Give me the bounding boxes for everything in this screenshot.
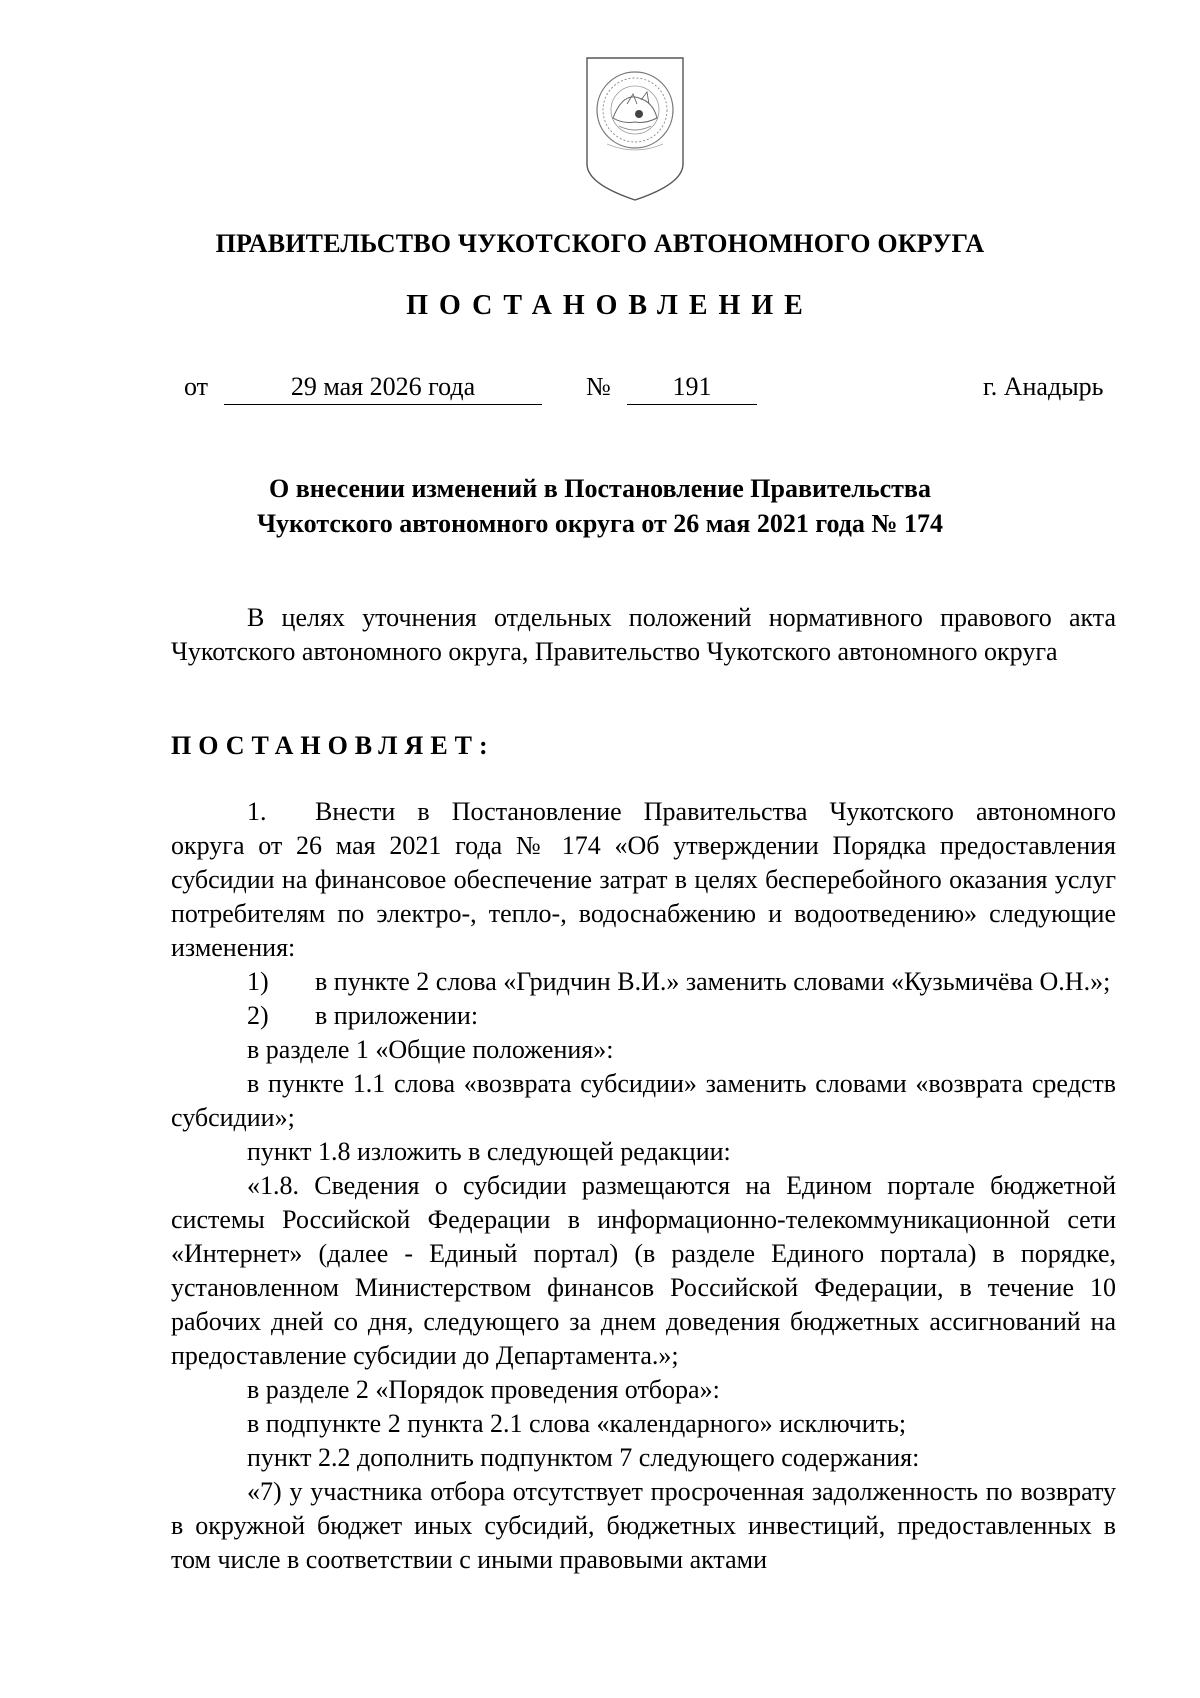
document-date: 29 мая 2026 года bbox=[224, 372, 542, 405]
subject-line-1: О внесении изменений в Постановление Правительства bbox=[269, 474, 931, 503]
number-label: № bbox=[586, 372, 611, 401]
preamble bbox=[171, 601, 1116, 669]
list-item: «1.8. Сведения о субсидии размещаются на Едином портале бюджетной системы Российской Федерации в информационно-телекоммуникационной сети «Интернет» (далее - Единый портал) (в разделе Единого портала) в порядке, установленном Министерством финансов Российской Федерации, в течение 10 рабочих дней со дня, следующего за днем доведения бюджетных ассигнований на предоставление субсидии до Департамента.»; bbox=[171, 1171, 1116, 1370]
organization-title: ПРАВИТЕЛЬСТВО ЧУКОТСКОГО АВТОНОМНОГО ОКРУГА bbox=[215, 229, 985, 258]
subitem-1-text: в пункте 2 слова «Гридчин В.И.» заменить словами «Кузьмичёва О.Н.»; bbox=[315, 967, 1111, 996]
document-subject bbox=[0, 471, 1200, 541]
list-item: пункт 1.8 изложить в следующей редакции: bbox=[247, 1137, 731, 1166]
item-1-number: 1. bbox=[247, 797, 267, 826]
list-item: в пункте 1.1 слова «возврата субсидии» заменить словами «возврата средств субсидии»; bbox=[171, 1069, 1116, 1132]
from-label: от bbox=[184, 372, 209, 401]
list-item: в подпункте 2 пункта 2.1 слова «календарного» исключить; bbox=[247, 1409, 907, 1438]
document-number: 191 bbox=[627, 372, 757, 405]
subitem-2 bbox=[171, 999, 1116, 1033]
item-1 bbox=[171, 795, 1116, 965]
subitem-1 bbox=[171, 965, 1116, 999]
subitem-1-number: 1) bbox=[247, 967, 269, 996]
subject-line-2: Чукотского автономного округа от 26 мая 2021 года № 174 bbox=[256, 509, 944, 538]
decree-heading: ПОСТАНОВЛЯЕТ: bbox=[171, 731, 495, 760]
list-item: в разделе 2 «Порядок проведения отбора»: bbox=[247, 1375, 720, 1404]
decree-items bbox=[171, 795, 1116, 1577]
preamble-text: В целях уточнения отдельных положений нормативного правового акта Чукотского автономного округа, Правительство Чукотского автономного округа bbox=[171, 603, 1116, 666]
subitem-2-text: в приложении: bbox=[315, 1001, 479, 1030]
document-type: ПОСТАНОВЛЕНИЕ bbox=[406, 290, 814, 321]
subitem-2-number: 2) bbox=[247, 1001, 269, 1030]
document-meta bbox=[0, 368, 1200, 408]
item-1-text: Внести в Постановление Правительства Чукотского автономного округа от 26 мая 2021 года № 174 «Об утверждении Порядка предоставления субсидии на финансовое обеспечение затрат в целях бесперебойного оказания услуг потребителям по электро-, тепло-, водоснабжению и водоотведению» следующие изменения: bbox=[171, 797, 1116, 962]
chukotka-coat-of-arms-icon bbox=[583, 52, 687, 204]
list-item: в разделе 1 «Общие положения»: bbox=[247, 1035, 614, 1064]
document-city: г. Анадырь bbox=[983, 372, 1104, 401]
list-item: пункт 2.2 дополнить подпунктом 7 следующего содержания: bbox=[247, 1443, 920, 1472]
list-item: «7) у участника отбора отсутствует просроченная задолженность по возврату в окружной бюджет иных субсидий, бюджетных инвестиций, предоставленных в том числе в соответствии с иными правовыми актами bbox=[171, 1477, 1116, 1574]
